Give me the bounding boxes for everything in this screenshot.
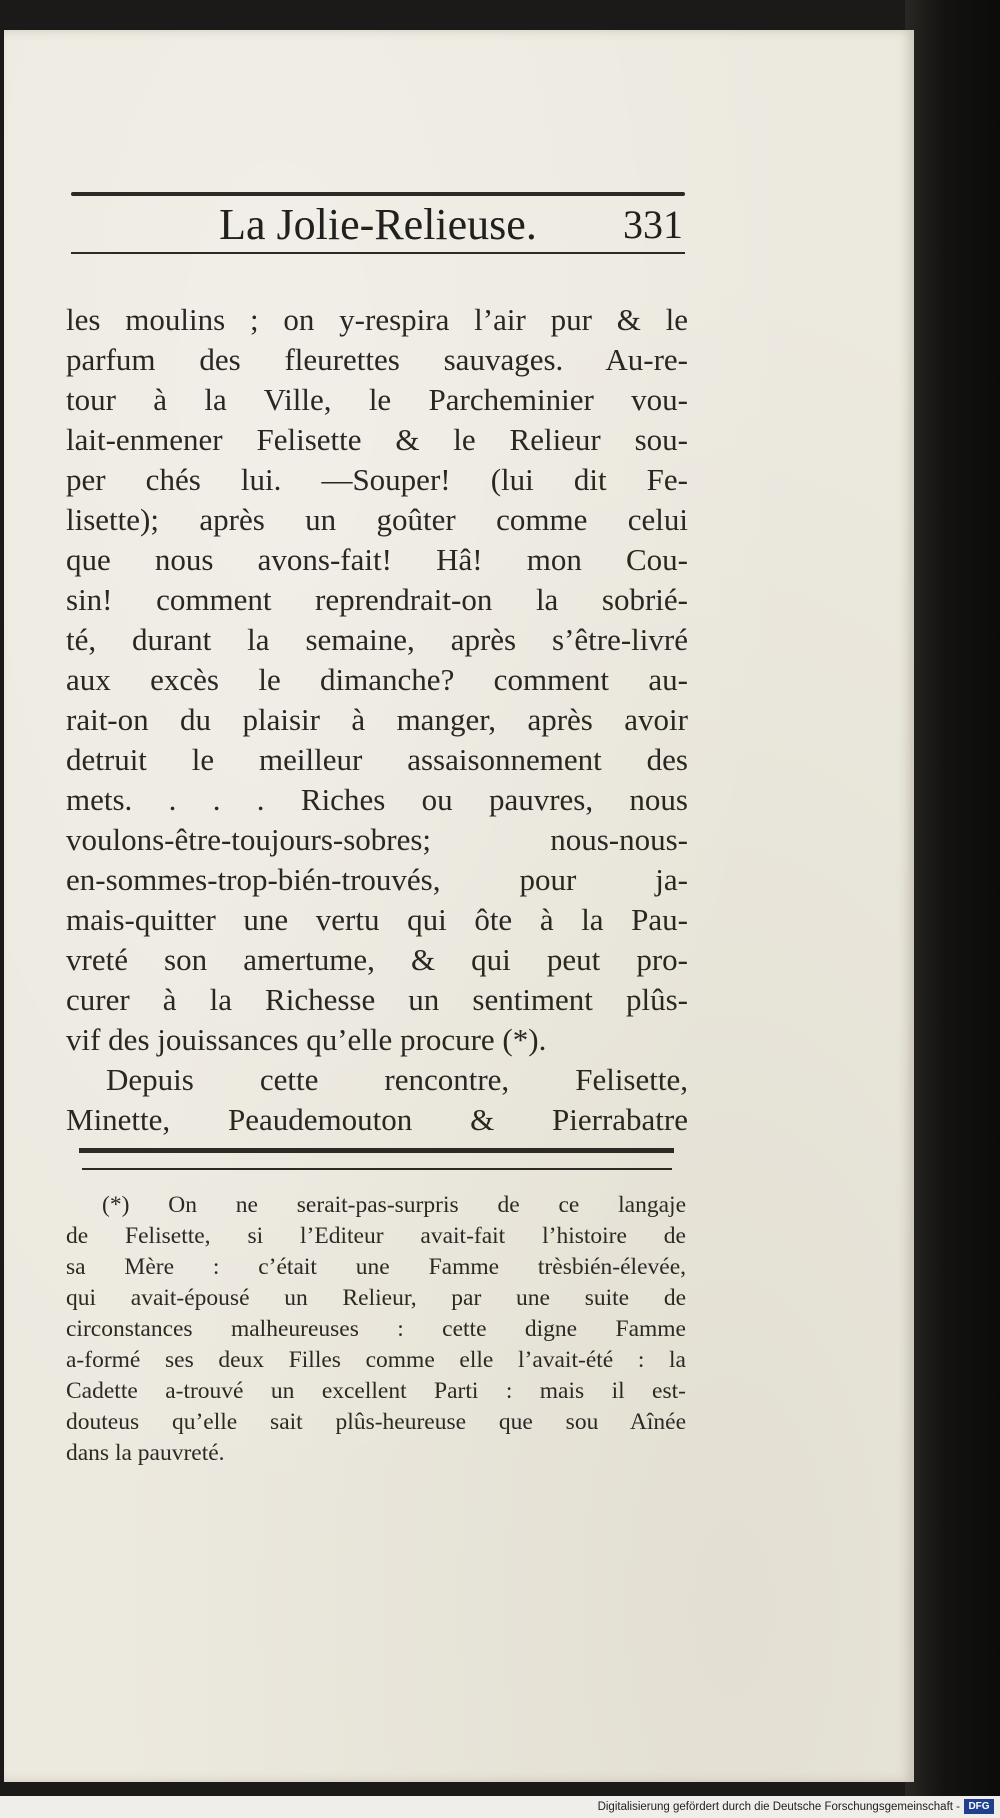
book-page: [4, 30, 914, 1782]
text-line: curer à la Richesse un sentiment plûs-: [66, 982, 688, 1017]
text-line: rait-on du plaisir à manger, après avoir: [66, 702, 688, 737]
text-line: vreté son amertume, & qui peut pro-: [66, 942, 688, 977]
footnote-line: (*) On ne serait-pas-surpris de ce langaje: [102, 1192, 686, 1218]
text-line: Minette, Peaudemouton & Pierrabatre: [66, 1102, 688, 1137]
text-line: mets. . . . Riches ou pauvres, nous: [66, 782, 688, 817]
footnote-line: a-formé ses deux Filles comme elle l’avait-été : la: [66, 1347, 686, 1373]
scan-background: [905, 0, 1000, 1818]
text-line: les moulins ; on y-respira l’air pur & le: [66, 302, 688, 337]
footnote-line: Cadette a-trouvé un excellent Parti : mais il est-: [66, 1378, 686, 1404]
header-rule-bottom: [71, 252, 685, 254]
text-line: per chés lui. —Souper! (lui dit Fe-: [66, 462, 688, 497]
text-line: Depuis cette rencontre, Felisette,: [106, 1062, 688, 1097]
text-line: detruit le meilleur assaisonnement des: [66, 742, 688, 777]
footnote: [66, 1190, 686, 1469]
text-line: vif des jouissances qu’elle procure (*).: [66, 1022, 547, 1057]
text-line: que nous avons-fait! Hâ! mon Cou-: [66, 542, 688, 577]
header-rule-top: [71, 192, 685, 196]
running-title: La Jolie-Relieuse.: [219, 200, 537, 249]
footnote-line: dans la pauvreté.: [66, 1440, 225, 1466]
text-line: lisette); après un goûter comme celui: [66, 502, 688, 537]
digitization-credit: Digitalisierung gefördert durch die Deutsche Forschungsgemeinschaft -: [597, 1801, 960, 1813]
text-line: en-sommes-trop-bién-trouvés, pour ja-: [66, 862, 688, 897]
footnote-line: circonstances malheureuses : cette digne Famme: [66, 1316, 686, 1342]
text-line: sin! comment reprendrait-on la sobrié-: [66, 582, 688, 617]
text-line: tour à la Ville, le Parcheminier vou-: [66, 382, 688, 417]
running-header: [71, 202, 685, 248]
text-line: mais-quitter une vertu qui ôte à la Pau-: [66, 902, 688, 937]
text-line: lait-enmener Felisette & le Relieur sou-: [66, 422, 688, 457]
text-line: té, durant la semaine, après s’être-livré: [66, 622, 688, 657]
footnote-rule-top: [79, 1148, 674, 1153]
footnote-line: sa Mère : c’était une Famme trèsbién-élevée,: [66, 1254, 686, 1280]
footnote-line: douteus qu’elle sait plûs-heureuse que sou Aînée: [66, 1409, 686, 1435]
text-line: aux excès le dimanche? comment au-: [66, 662, 688, 697]
footnote-line: de Felisette, si l’Editeur avait-fait l’histoire de: [66, 1223, 686, 1249]
text-line: parfum des fleurettes sauvages. Au-re-: [66, 342, 688, 377]
page-number: 331: [623, 202, 683, 247]
main-text: [66, 300, 688, 1140]
text-line: voulons-être-toujours-sobres; nous-nous-: [66, 822, 688, 857]
footnote-line: qui avait-épousé un Relieur, par une suite de: [66, 1285, 686, 1311]
dfg-logo: DFG: [964, 1799, 994, 1814]
footnote-rule-bottom: [82, 1168, 672, 1170]
